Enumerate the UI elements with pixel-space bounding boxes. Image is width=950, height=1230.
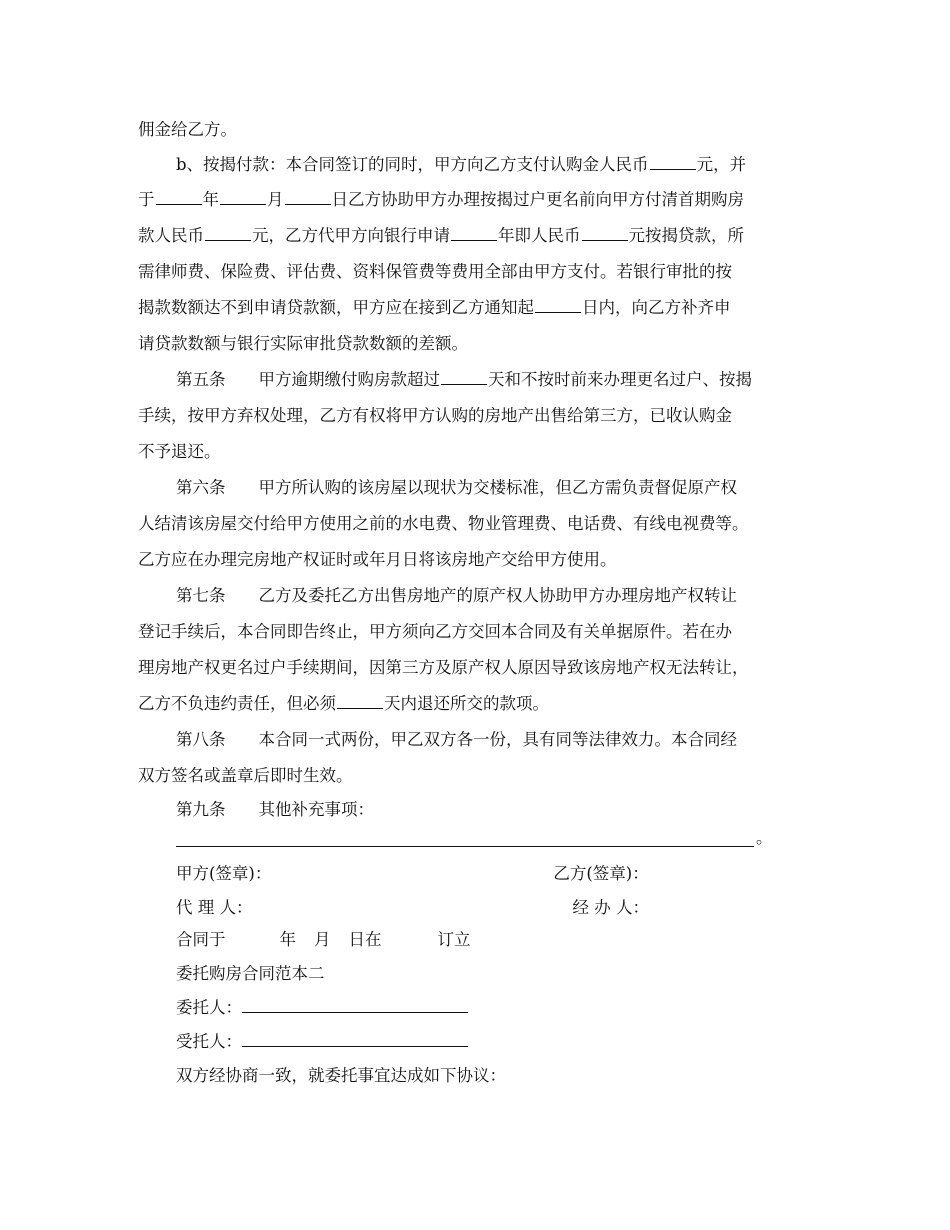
text-line: 不予退还。 (138, 442, 221, 461)
principal-field[interactable] (242, 998, 468, 1013)
principal-row: 委托人： (176, 998, 856, 1018)
text-line: 乙方不负违约责任，但必须 天内退还所交的款项。 (138, 694, 549, 713)
blank-field[interactable] (337, 694, 383, 709)
agent-field-row: 受托人： (176, 1032, 856, 1052)
text-line: 人结清该房屋交付给甲方使用之前的水电费、物业管理费、电话费、有线电视费等。 (138, 514, 749, 533)
text-line: b、按揭付款：本合同签订的同时，甲方向乙方支付认购金人民币 元，并 (176, 155, 747, 174)
blank-field[interactable] (582, 226, 628, 241)
blank-field[interactable] (285, 190, 331, 205)
text-line: 于 年 月 日乙方协助甲方办理按揭过户更名前向甲方付清首期购房 (138, 190, 744, 209)
date-row: 合同于 年 月 日在 订立 (176, 930, 471, 949)
signature-row: 甲方(签章)： 乙方(签章)： (176, 864, 649, 883)
agent-field[interactable] (242, 1032, 468, 1047)
text-line: 款人民币 元，乙方代甲方向银行申请 年即人民币 元按揭贷款，所 (138, 226, 744, 245)
text-line: 揭款数额达不到申请贷款额，甲方应在接到乙方通知起 日内，向乙方补齐申 (138, 298, 731, 317)
text-line: 理房地产权更名过户手续期间，因第三方及原产权人原因导致该房地产权无法转让， (138, 658, 749, 677)
text-line: 双方签名或盖章后即时生效。 (138, 766, 353, 785)
text-line: 请贷款数额与银行实际审批贷款数额的差额。 (138, 334, 468, 353)
article-5: 第五条 甲方逾期缴付购房款超过 天和不按时前来办理更名过户、按揭 (176, 370, 752, 389)
blank-field[interactable] (205, 226, 251, 241)
article-9: 第九条 其他补充事项： (176, 800, 374, 819)
blank-field[interactable] (650, 155, 696, 170)
agreement-intro: 双方经协商一致，就委托事宜达成如下协议： (176, 1066, 506, 1085)
supplement-line[interactable] (176, 846, 754, 847)
article-6: 第六条 甲方所认购的该房屋以现状为交楼标准，但乙方需负责督促原产权 (176, 478, 737, 497)
section-title: 委托购房合同范本二 (176, 964, 325, 983)
text-line: 佣金给乙方。 (138, 120, 237, 139)
article-8: 第八条 本合同一式两份，甲乙双方各一份，具有同等法律效力。本合同经 (176, 730, 737, 749)
text-line: 需律师费、保险费、评估费、资料保管费等费用全部由甲方支付。若银行审批的按 (138, 262, 732, 281)
blank-field[interactable] (156, 190, 202, 205)
blank-field[interactable] (535, 298, 581, 313)
agent-row: 代 理 人： 经 办 人： (176, 898, 649, 917)
article-7: 第七条 乙方及委托乙方出售房地产的原产权人协助甲方办理房地产权转让 (176, 586, 737, 605)
text-line: 手续，按甲方弃权处理，乙方有权将甲方认购的房地产出售给第三方，已收认购金 (138, 406, 732, 425)
text-line: 乙方应在办理完房地产权证时或年月日将该房地产交给甲方使用。 (138, 550, 617, 569)
text-line: 登记手续后，本合同即告终止，甲方须向乙方交回本合同及有关单据原件。若在办 (138, 622, 732, 641)
period-mark: 。 (756, 828, 773, 847)
blank-field[interactable] (441, 370, 487, 385)
blank-field[interactable] (451, 226, 497, 241)
blank-field[interactable] (220, 190, 266, 205)
